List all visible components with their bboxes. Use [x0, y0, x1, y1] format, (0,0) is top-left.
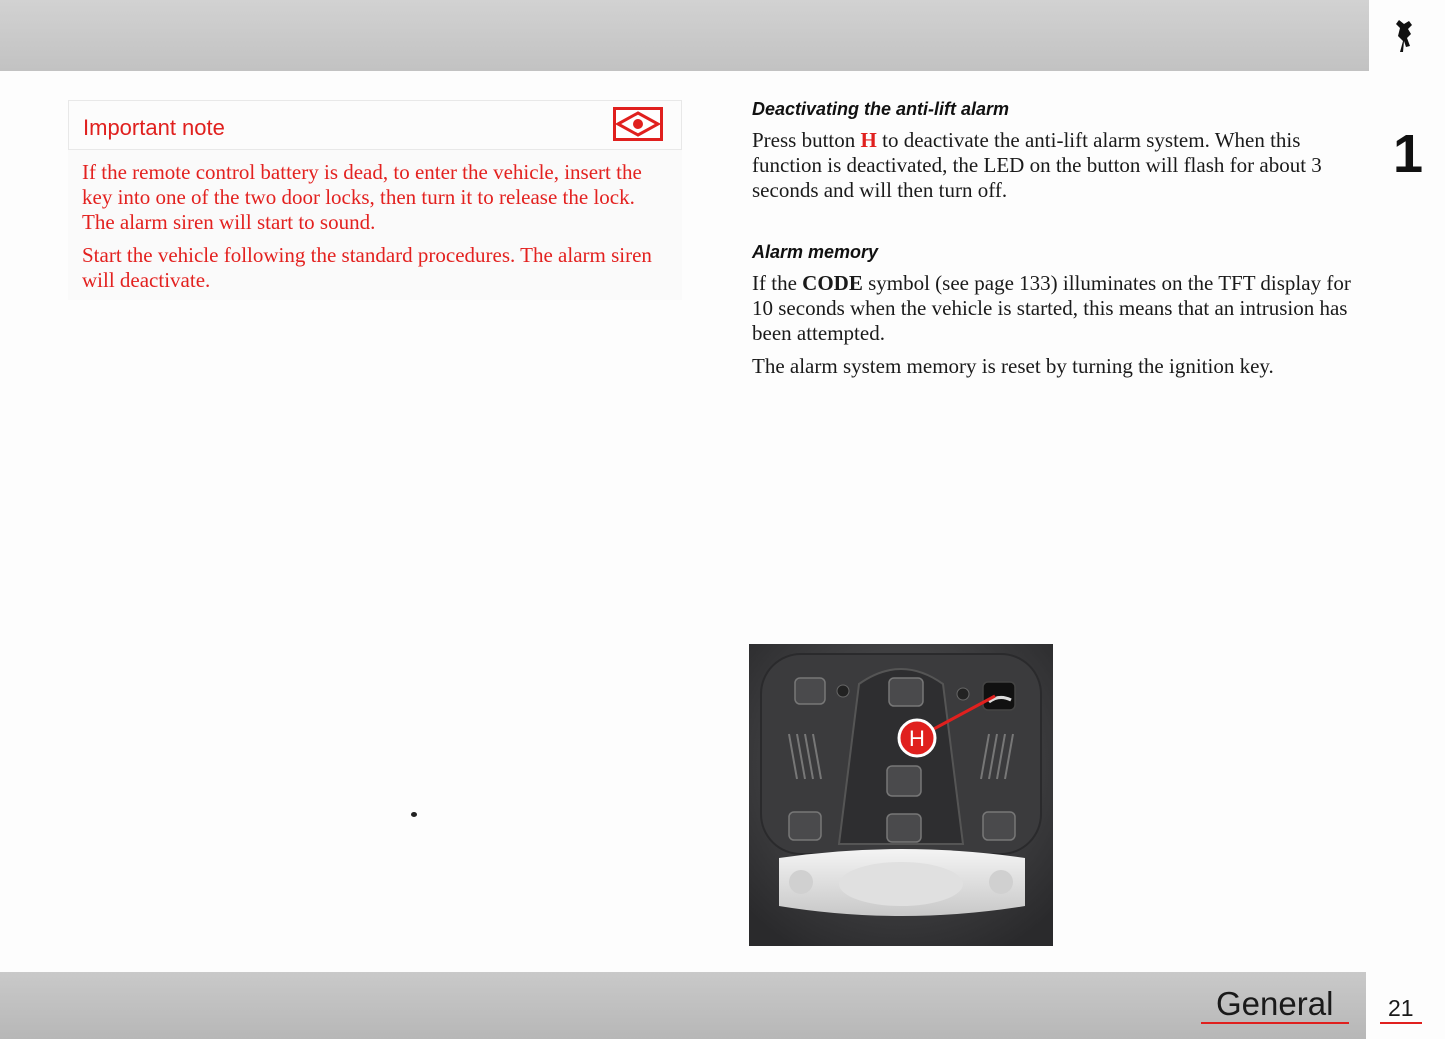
alarm-memory-paragraph	[752, 271, 1372, 346]
overhead-console-photo	[749, 644, 1053, 946]
top-band	[0, 0, 1369, 71]
deactivating-heading: Deactivating the anti-lift alarm	[752, 99, 1010, 119]
deactivating-paragraph	[752, 128, 1372, 203]
section-underline	[1201, 1022, 1349, 1024]
page-underline	[1380, 1022, 1422, 1024]
callout-h-label: H	[909, 726, 925, 751]
chapter-number: 1	[1393, 124, 1424, 184]
deactivating-text-after: to deactivate the anti-lift alarm system. When this function is deactivated, the LED on the button will flash for about 3 seconds and will then turn off.	[752, 128, 1322, 202]
page-number: 21	[1388, 995, 1414, 1021]
note-body	[68, 150, 682, 293]
print-speck	[411, 812, 417, 817]
note-paragraph: Start the vehicle following the standard procedures. The alarm siren will deactivate.	[82, 243, 652, 292]
code-label: CODE	[802, 271, 863, 295]
prancing-horse-icon	[1390, 16, 1420, 56]
note-paragraph: If the remote control battery is dead, to enter the vehicle, insert the key into one of the two door locks, then turn it to release the lock. The alarm siren will start to sound.	[82, 160, 642, 234]
important-note-box	[68, 100, 682, 300]
bottom-band	[0, 972, 1366, 1039]
deactivating-text-before: Press button	[752, 128, 861, 152]
section-label: General	[1216, 985, 1334, 1022]
note-title: Important note	[83, 115, 225, 140]
memory-reset-paragraph: The alarm system memory is reset by turning the ignition key.	[752, 354, 1274, 378]
memory-text-after: symbol (see page 133) illuminates on the TFT display for 10 seconds when the vehicle is started, this means that an intrusion has been attempted.	[752, 271, 1351, 345]
memory-text-before: If the	[752, 271, 803, 295]
alarm-memory-heading: Alarm memory	[752, 242, 879, 262]
right-column	[752, 96, 1372, 387]
button-h-label: H	[860, 128, 877, 152]
eye-warning-icon	[613, 107, 663, 141]
note-header	[68, 100, 682, 150]
